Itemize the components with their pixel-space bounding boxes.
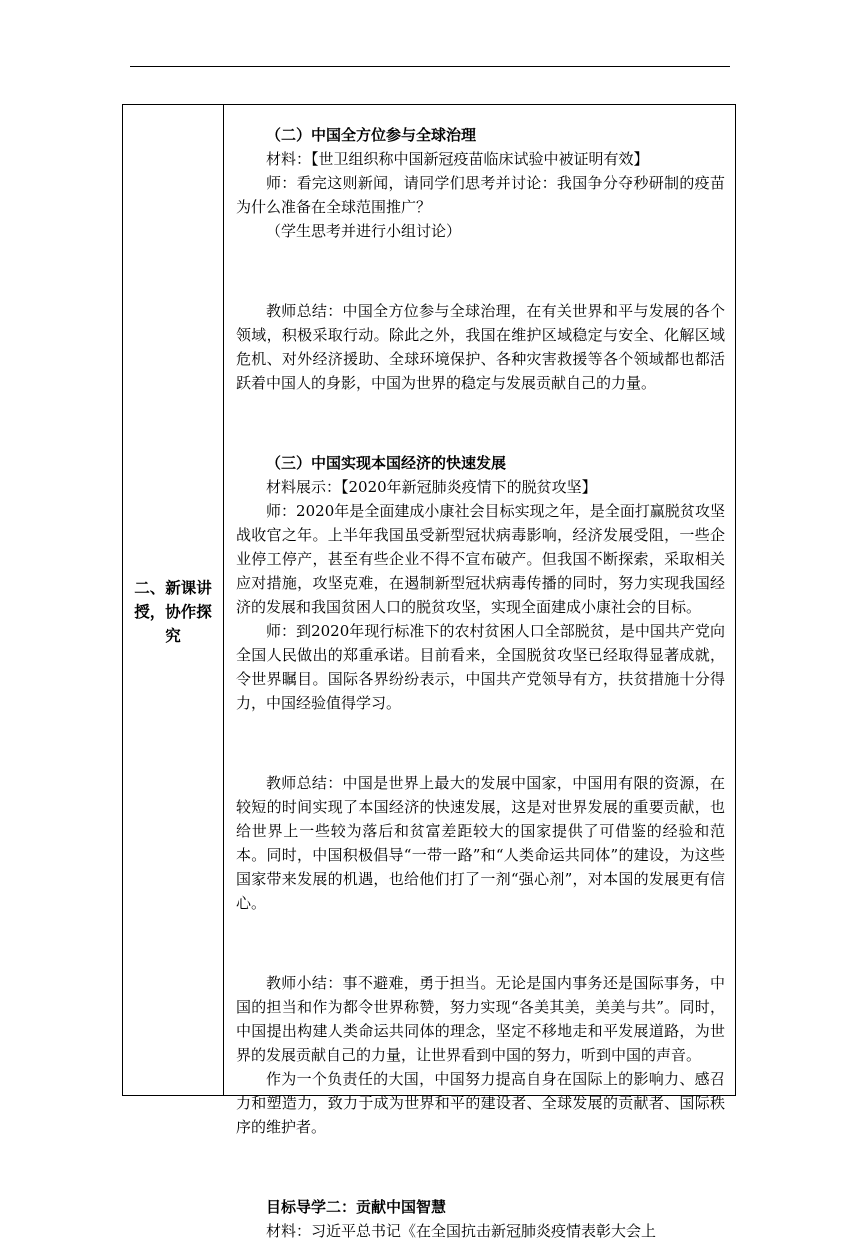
paragraph: 材料：习近平总书记《在全国抗击新冠肺炎疫情表彰大会上 bbox=[266, 1222, 657, 1240]
blank-line bbox=[236, 731, 725, 755]
paragraph: 师：2020年是全面建成小康社会目标实现之年，是全面打赢脱贫攻坚战收官之年。上半年我国虽受新型冠状病毒影响，经济发展受阻，一些企业停工停产，甚至有些企业不得不宣布破产。但我国不断探索，采取相关应对措施，攻坚克难，在遏制新型冠状病毒传播的同时，努力实现我国经济的发展和我国贫困人口的脱贫攻坚，实现全面建成小康社会的目标。 bbox=[236, 502, 725, 616]
paragraph: 教师总结：中国全方位参与全球治理，在有关世界和平与发展的各个领域，积极采取行动。除此之外，我国在维护区域稳定与安全、化解区域危机、对外经济援助、全球环境保护、各种灾害救援等各个领域都也都活跃着中国人的身影，中国为世界的稳定与发展贡献自己的力量。 bbox=[236, 302, 725, 392]
blank-line bbox=[236, 411, 725, 435]
section-heading: （三）中国实现本国经济的快速发展 bbox=[266, 454, 507, 472]
stage-cell bbox=[123, 105, 223, 1095]
paragraph: 材料展示：【2020年新冠肺炎疫情下的脱贫攻坚】 bbox=[266, 478, 597, 496]
paragraph: 教师总结：中国是世界上最大的发展中国家，中国用有限的资源，在较短的时间实现了本国经济的快速发展，这是对世界发展的重要贡献，也给世界上一些较为落后和贫富差距较大的国家提供了可借鉴的经验和范本。同时，中国积极倡导“一带一路”和“人类命运共同体”的建设，为这些国家带来发展的机遇，也给他们打了一剂“强心剂”，对本国的发展更有信心。 bbox=[236, 774, 725, 912]
paragraph: 作为一个负责任的大国，中国努力提高自身在国际上的影响力、感召力和塑造力，致力于成为世界和平的建设者、全球发展的贡献者、国际秩序的维护者。 bbox=[236, 1070, 725, 1136]
paragraph: 师：看完这则新闻，请同学们思考并讨论：我国争分夺秒研制的疫苗为什么准备在全球范围推广？ bbox=[236, 174, 725, 216]
lesson-table bbox=[122, 104, 736, 1240]
blank-line bbox=[236, 931, 725, 955]
paragraph: （学生思考并进行小组讨论） bbox=[266, 222, 462, 240]
paragraph: 教师小结：事不避难，勇于担当。无论是国内事务还是国际事务，中国的担当和作为都令世界称赞，努力实现“各美其美，美美与共”。同时，中国提出构建人类命运共同体的理念，坚定不移地走和平发展道路，为世界的发展贡献自己的力量，让世界看到中国的努力，听到中国的声音。 bbox=[236, 974, 725, 1064]
section-heading: （二）中国全方位参与全球治理 bbox=[266, 126, 477, 144]
blank-line bbox=[236, 259, 725, 283]
header-rule bbox=[130, 66, 730, 67]
blank-line bbox=[236, 1155, 725, 1179]
stage-label: 二、新课讲授，协作探究 bbox=[134, 578, 212, 645]
paragraph: 师：到2020年现行标准下的农村贫困人口全部脱贫，是中国共产党向全国人民做出的郑重承诺。目前看来，全国脱贫攻坚已经取得显著成就，令世界瞩目。国际各界纷纷表示，中国共产党领导有方，扶贫措施十分得力，中国经验值得学习。 bbox=[236, 622, 725, 712]
paragraph: 材料：【世卫组织称中国新冠疫苗临床试验中被证明有效】 bbox=[266, 150, 649, 168]
content-cell bbox=[224, 105, 735, 1240]
section-heading: 目标导学二：贡献中国智慧 bbox=[266, 1198, 447, 1216]
